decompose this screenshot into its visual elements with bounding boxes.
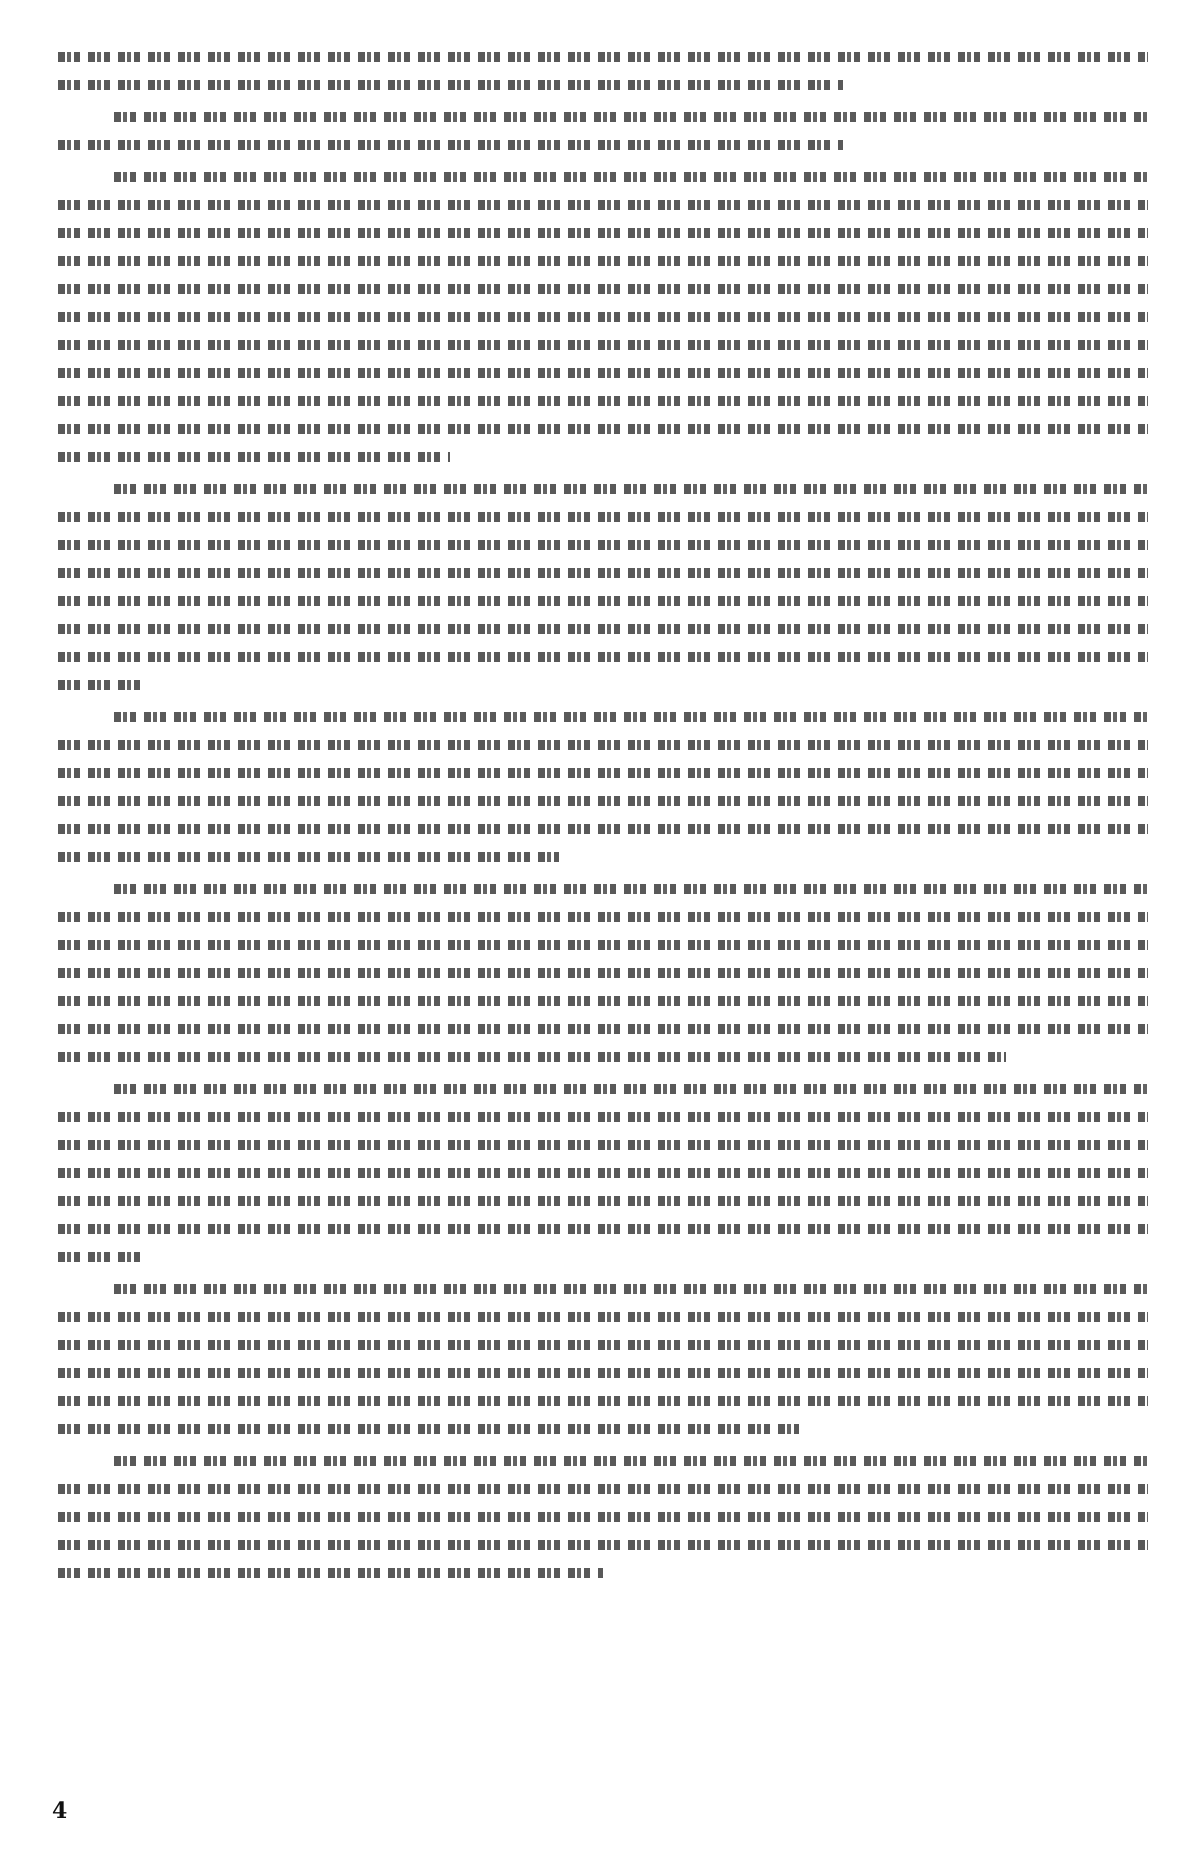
text-line [58, 1446, 1148, 1474]
text-line [58, 814, 1148, 842]
text-line [58, 1102, 1148, 1130]
text-line [58, 358, 1148, 386]
text-line [58, 1558, 1148, 1586]
page-number: 4 [52, 1798, 68, 1824]
text-line [58, 474, 1148, 502]
text-line [58, 730, 1148, 758]
text-line [58, 1242, 1148, 1270]
paragraph [58, 1074, 1148, 1270]
text-line [58, 1074, 1148, 1102]
paragraph [58, 1274, 1148, 1442]
paragraph [58, 474, 1148, 698]
text-line [58, 614, 1148, 642]
text-line [58, 414, 1148, 442]
text-line [58, 874, 1148, 902]
text-line [58, 670, 1148, 698]
text-line [58, 70, 1148, 98]
text-line [58, 986, 1148, 1014]
text-line [58, 42, 1148, 70]
paragraph [58, 42, 1148, 98]
text-line [58, 1130, 1148, 1158]
text-line [58, 842, 1148, 870]
text-line [58, 1474, 1148, 1502]
paragraph [58, 102, 1148, 158]
text-line [58, 1358, 1148, 1386]
text-line [58, 642, 1148, 670]
text-line [58, 190, 1148, 218]
text-line [58, 786, 1148, 814]
text-line [58, 274, 1148, 302]
text-line [58, 1302, 1148, 1330]
text-line [58, 930, 1148, 958]
text-line [58, 102, 1148, 130]
text-line [58, 1530, 1148, 1558]
text-line [58, 442, 1148, 470]
paragraph [58, 702, 1148, 870]
text-line [58, 1014, 1148, 1042]
text-line [58, 1158, 1148, 1186]
text-line [58, 386, 1148, 414]
text-line [58, 302, 1148, 330]
paragraph [58, 874, 1148, 1070]
body-text [58, 42, 1148, 1590]
text-line [58, 586, 1148, 614]
text-line [58, 1502, 1148, 1530]
text-line [58, 1214, 1148, 1242]
text-line [58, 1414, 1148, 1442]
text-line [58, 130, 1148, 158]
text-line [58, 246, 1148, 274]
text-line [58, 1274, 1148, 1302]
text-line [58, 902, 1148, 930]
text-line [58, 1042, 1148, 1070]
text-line [58, 162, 1148, 190]
text-line [58, 330, 1148, 358]
text-line [58, 218, 1148, 246]
text-line [58, 558, 1148, 586]
text-line [58, 1186, 1148, 1214]
text-line [58, 1330, 1148, 1358]
text-line [58, 502, 1148, 530]
text-line [58, 530, 1148, 558]
text-line [58, 958, 1148, 986]
paragraph [58, 162, 1148, 470]
text-line [58, 702, 1148, 730]
paragraph [58, 1446, 1148, 1586]
text-line [58, 758, 1148, 786]
text-line [58, 1386, 1148, 1414]
